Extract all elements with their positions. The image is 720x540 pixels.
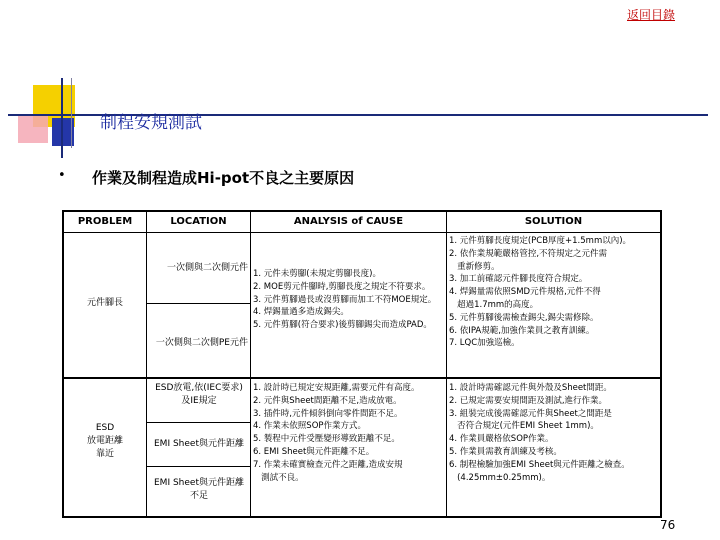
column-divider bbox=[146, 212, 147, 516]
header-problem: PROBLEM bbox=[77, 216, 133, 227]
location-divider bbox=[146, 303, 250, 304]
analysis-cell: 1. 設計時已規定安規距離,需要元件有高度。 2. 元件與Sheet間距離不足,造成放電。 3. 插件時,元件傾斜倒向零件間距不足。 4. 作業未依照SOP作業方式。 5. 製程中元件受壓變形導致距離不足。 6. EMI Sheet與元件距離不足。 7. 作業未確實檢查元件之距離,造成安規 測試不良。 bbox=[253, 383, 420, 483]
slide-subtitle: 作業及制程造成Hi-pot不良之主要原因 bbox=[92, 169, 355, 187]
solution-cell: 1. 元件剪腳長度規定(PCB厚度+1.5mm以內)。 2. 依作業規範嚴格管控,不符規定之元件需 重新修剪。 3. 加工前確認元件腳長度符合規定。 4. 焊錫量需依照SMD元件規格,元件不得 超過1.7mm的高度。 5. 元件剪腳後需檢查錫尖,錫尖需修除。 6. 依IPA規範,加強作業員之教育訓練。 7. LQC加強巡檢。 bbox=[449, 236, 632, 349]
location-cell: EMI Sheet與元件距離 bbox=[154, 439, 244, 449]
decorative-vertical-rule-thin bbox=[71, 78, 72, 148]
location-cell: 一次側與二次側PE元件 bbox=[155, 338, 248, 348]
bullet-icon: • bbox=[58, 168, 66, 183]
location-cell: EMI Sheet與元件距離 不足 bbox=[154, 478, 244, 501]
location-divider bbox=[146, 466, 250, 467]
table-header-divider bbox=[64, 232, 660, 233]
problem-cell: ESD 放電距離 靠近 bbox=[86, 423, 123, 459]
header-location: LOCATION bbox=[170, 216, 227, 227]
table-group-divider bbox=[64, 377, 660, 379]
column-divider bbox=[446, 212, 447, 516]
column-divider bbox=[250, 212, 251, 516]
problem-cell: 元件腳長 bbox=[86, 298, 123, 308]
back-to-contents-link[interactable]: 返回目錄 bbox=[627, 8, 676, 22]
solution-cell: 1. 設計時需確認元件與外殼及Sheet間距。 2. 已規定需要安規間距及測試,進行作業。 3. 組裝完成後需確認元件與Sheet之間距是 否符合規定(元件EMI Sheet 1mm)。 4. 作業員嚴格依SOP作業。 5. 作業員需教育訓練及考核。 6. 制程檢驗加強EMI Sheet與元件距離之檢查。 (4.25mm±0.25mm)。 bbox=[449, 383, 630, 483]
location-cell: 一次側與二次側元件 bbox=[166, 263, 248, 273]
location-cell: ESD放電,依(IEC要求) 及IE規定 bbox=[155, 383, 243, 406]
cause-analysis-table bbox=[62, 210, 662, 518]
header-solution: SOLUTION bbox=[524, 216, 583, 227]
analysis-cell: 1. 元件未剪腳(未規定剪腳長度)。 2. MOE剪元件腳時,剪腳長度之規定不符要求。 3. 元件剪腳過長或沒剪腳而加工不符MOE規定。 4. 焊錫量過多造成錫尖。 5. 元件剪腳(符合要求)後剪腳錫尖而造成PAD。 bbox=[253, 269, 437, 331]
decorative-pink-square bbox=[18, 115, 48, 143]
section-title: 制程安規測試 bbox=[100, 113, 202, 133]
page-number: 76 bbox=[660, 518, 676, 532]
decorative-vertical-rule bbox=[61, 78, 63, 158]
location-divider bbox=[146, 422, 250, 423]
header-analysis: ANALYSIS of CAUSE bbox=[293, 216, 404, 227]
